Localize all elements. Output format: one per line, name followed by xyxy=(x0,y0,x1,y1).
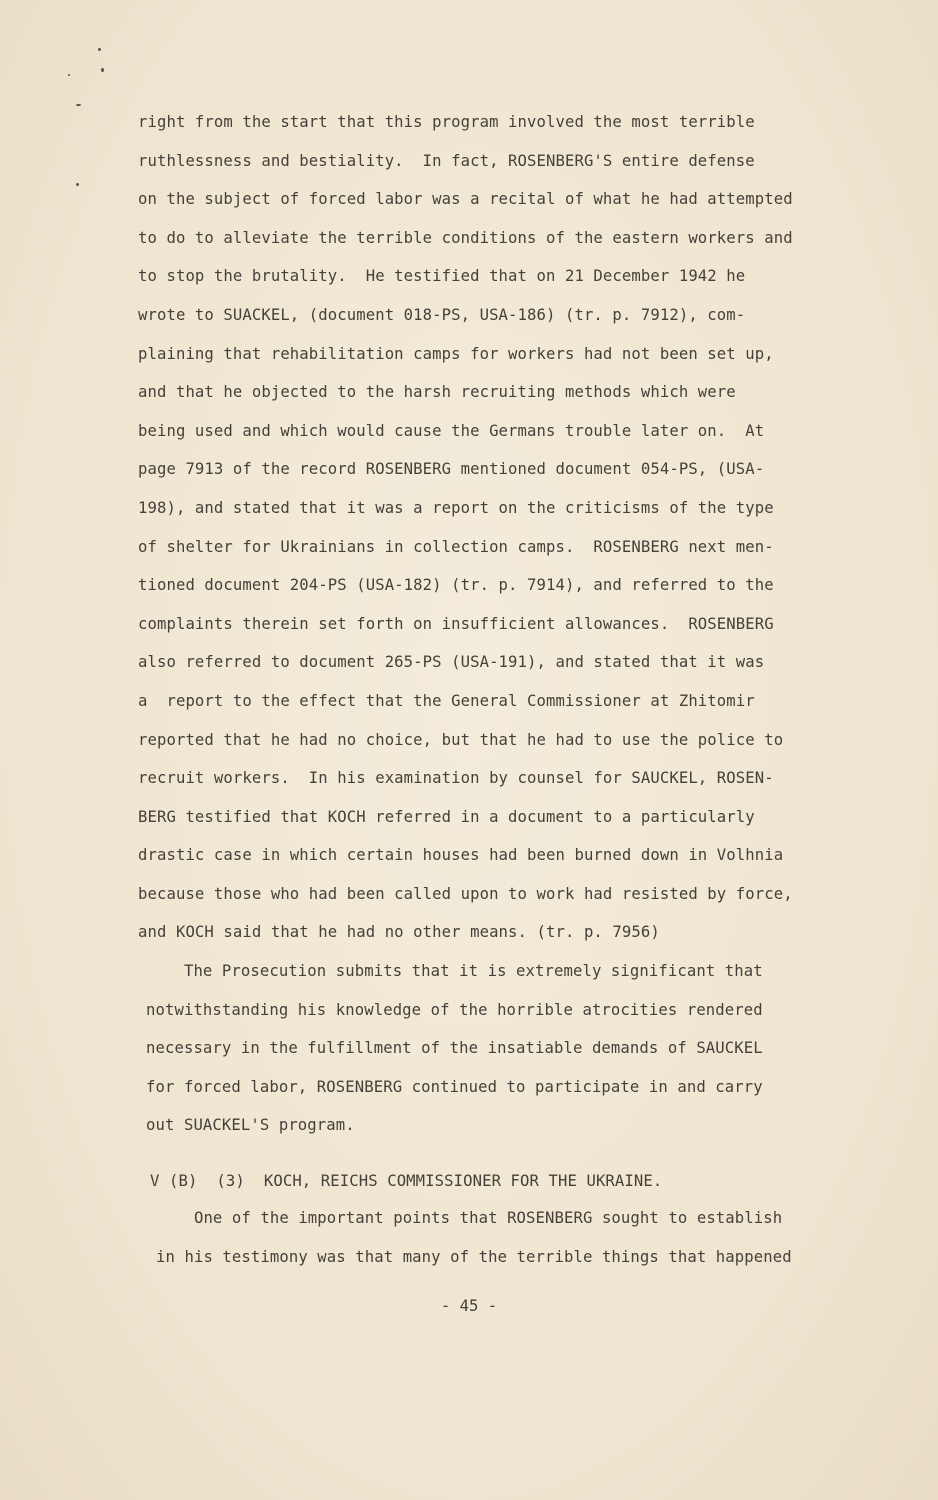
margin-speck xyxy=(101,68,104,72)
text-line: wrote to SUACKEL, (document 018-PS, USA-186) (tr. p. 7912), com- xyxy=(138,305,746,324)
text-line: a report to the effect that the General Commissioner at Zhitomir xyxy=(138,691,755,710)
text-line: recruit workers. In his examination by counsel for SAUCKEL, ROSEN- xyxy=(138,769,774,788)
text-line: in his testimony was that many of the terrible things that happened xyxy=(156,1247,792,1266)
document-body xyxy=(138,103,818,1276)
text-line: and KOCH said that he had no other means. (tr. p. 7956) xyxy=(138,923,660,942)
text-line: on the subject of forced labor was a recital of what he had attempted xyxy=(138,190,793,209)
paragraph-1 xyxy=(138,103,818,952)
text-line: and that he objected to the harsh recruiting methods which were xyxy=(138,383,736,402)
text-line: The Prosecution submits that it is extremely significant that xyxy=(146,962,763,981)
text-line: plaining that rehabilitation camps for workers had not been set up, xyxy=(138,344,774,363)
margin-speck xyxy=(76,183,79,186)
text-line: for forced labor, ROSENBERG continued to participate in and carry xyxy=(146,1077,763,1096)
text-line: tioned document 204-PS (USA-182) (tr. p. 7914), and referred to the xyxy=(138,576,774,595)
paragraph-2 xyxy=(138,952,818,1145)
text-line: 198), and stated that it was a report on the criticisms of the type xyxy=(138,498,774,517)
text-line: complaints therein set forth on insufficient allowances. ROSENBERG xyxy=(138,614,774,633)
text-line: of shelter for Ukrainians in collection camps. ROSENBERG next men- xyxy=(138,537,774,556)
section-heading: V (B) (3) KOCH, REICHS COMMISSIONER FOR THE UKRAINE. xyxy=(150,1172,663,1191)
text-line: ruthlessness and bestiality. In fact, ROSENBERG'S entire defense xyxy=(138,151,755,170)
text-line: being used and which would cause the Germans trouble later on. At xyxy=(138,421,765,440)
text-line: reported that he had no choice, but that he had to use the police to xyxy=(138,730,784,749)
text-line: BERG testified that KOCH referred in a document to a particularly xyxy=(138,807,755,826)
text-line: One of the important points that ROSENBERG sought to establish xyxy=(156,1209,783,1228)
text-line: also referred to document 265-PS (USA-191), and stated that it was xyxy=(138,653,765,672)
text-line: necessary in the fulfillment of the insatiable demands of SAUCKEL xyxy=(146,1039,763,1058)
text-line: page 7913 of the record ROSENBERG mentioned document 054-PS, (USA- xyxy=(138,460,765,479)
text-line: because those who had been called upon to work had resisted by force, xyxy=(138,884,793,903)
margin-speck xyxy=(76,104,81,106)
text-line: notwithstanding his knowledge of the horrible atrocities rendered xyxy=(146,1000,763,1019)
text-line: to stop the brutality. He testified that on 21 December 1942 he xyxy=(138,267,746,286)
page-number: - 45 - xyxy=(440,1297,498,1315)
text-line: drastic case in which certain houses had been burned down in Volhnia xyxy=(138,846,784,865)
margin-speck xyxy=(98,48,101,51)
section-gap xyxy=(138,1145,818,1163)
paragraph-3 xyxy=(138,1199,818,1276)
text-line: right from the start that this program involved the most terrible xyxy=(138,113,755,131)
text-line: out SUACKEL'S program. xyxy=(146,1116,355,1135)
text-line: to do to alleviate the terrible conditions of the eastern workers and xyxy=(138,228,793,247)
margin-speck xyxy=(68,74,70,76)
